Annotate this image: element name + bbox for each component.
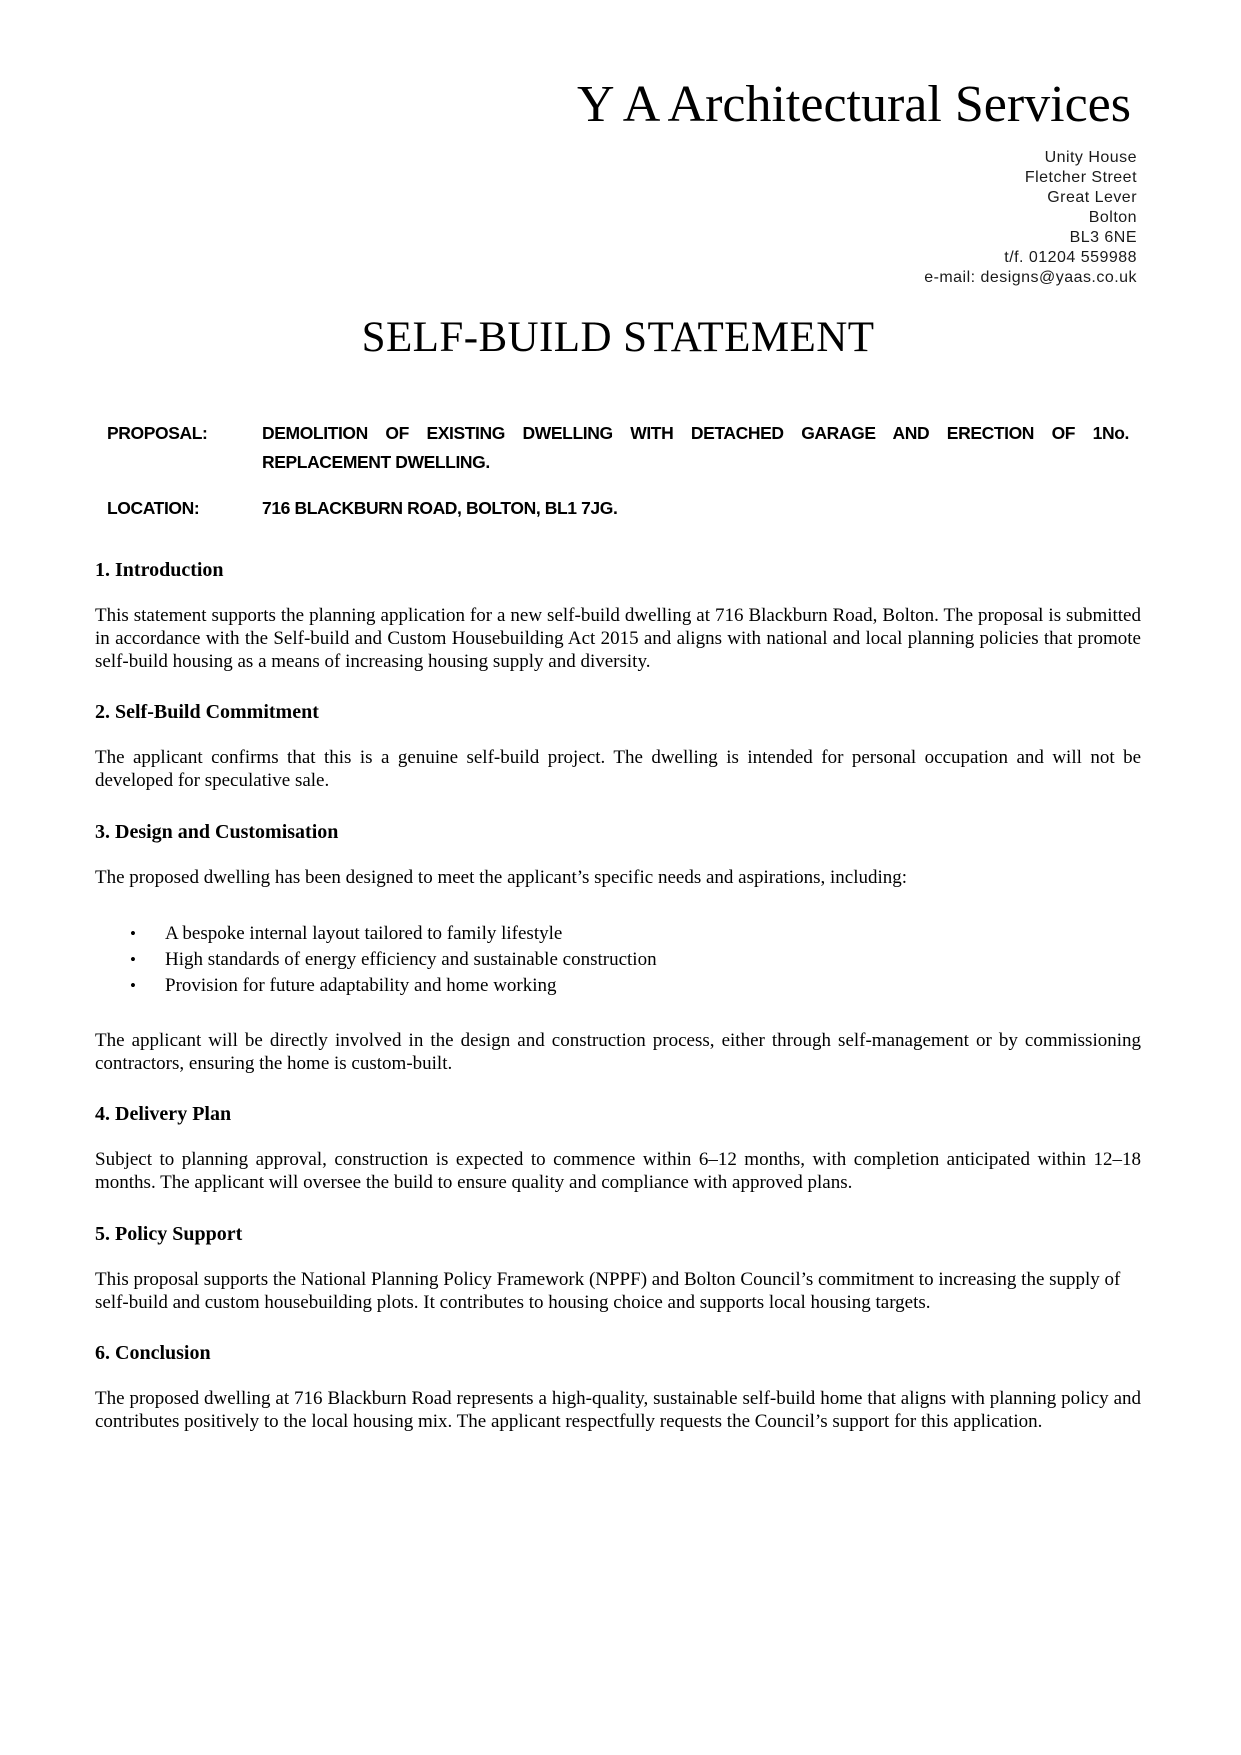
section-delivery-plan <box>95 1103 1141 1194</box>
section-heading: 2. Self-Build Commitment <box>95 701 319 724</box>
address-line: BL3 6NE <box>1069 229 1137 247</box>
proposal-location-summary <box>95 419 1141 523</box>
location-label: LOCATION: <box>107 497 200 518</box>
proposal-label: PROPOSAL: <box>107 422 208 443</box>
section-policy-support <box>95 1223 1141 1314</box>
bullet-icon: • <box>130 923 136 943</box>
section-heading: 4. Delivery Plan <box>95 1103 232 1126</box>
section-heading: 3. Design and Customisation <box>95 820 339 843</box>
section-paragraph: This proposal supports the National Planning Policy Framework (NPPF) and Bolton Council’s commitment to increasing the supply of self-build and custom housebuilding plots. It contributes to housing choice and supports local housing targets. <box>95 1268 1121 1313</box>
bullet-list <box>95 921 1141 999</box>
company-name: Y A Architectural Services <box>576 76 1131 133</box>
section-heading: 5. Policy Support <box>95 1222 243 1245</box>
section-paragraph: The proposed dwelling has been designed to meet the applicant’s specific needs and aspirations, including: <box>95 866 908 888</box>
section-paragraph: The proposed dwelling at 716 Blackburn Road represents a high-quality, sustainable self-build home that aligns with planning policy and contributes positively to the local housing mix. The applicant respectfully requests the Council’s support for this application. <box>95 1388 1141 1433</box>
proposal-text: DEMOLITION OF EXISTING DWELLING WITH DETACHED GARAGE AND ERECTION OF 1No. REPLACEMENT DWELLING. <box>262 422 1129 472</box>
address-line: Great Lever <box>1047 189 1137 207</box>
address-line: Bolton <box>1088 209 1137 227</box>
bullet-icon: • <box>130 949 136 969</box>
document-title: SELF-BUILD STATEMENT <box>361 314 875 362</box>
address-line: Unity House <box>1044 149 1137 167</box>
bullet-item <box>95 973 1141 999</box>
bullet-item <box>95 947 1141 973</box>
bullet-item-text: Provision for future adaptability and home working <box>165 974 557 996</box>
address-line-email: e-mail: designs@yaas.co.uk <box>924 269 1137 287</box>
section-paragraph: The applicant confirms that this is a genuine self-build project. The dwelling is intended for personal occupation and will not be developed for speculative sale. <box>95 747 1141 792</box>
section-heading: 1. Introduction <box>95 558 224 581</box>
section-paragraph: The applicant will be directly involved in the design and construction process, either through self-management or by commissioning contractors, ensuring the home is custom-built. <box>95 1029 1141 1075</box>
letterhead-address-block <box>95 148 1141 288</box>
bullet-icon: • <box>130 975 136 995</box>
section-paragraph: Subject to planning approval, construction is expected to commence within 6–12 months, with completion anticipated within 12–18 months. The applicant will oversee the build to ensure quality and compliance with approved plans. <box>95 1149 1141 1194</box>
section-introduction <box>95 559 1141 674</box>
location-text: 716 BLACKBURN ROAD, BOLTON, BL1 7JG. <box>262 497 618 518</box>
section-heading: 6. Conclusion <box>95 1342 211 1365</box>
page-content <box>95 0 1141 1461</box>
address-line: Fletcher Street <box>1024 169 1137 187</box>
document-body <box>95 559 1141 1434</box>
address-line-phone: t/f. 01204 559988 <box>1004 249 1137 267</box>
location-row <box>95 494 1141 523</box>
section-conclusion <box>95 1342 1141 1433</box>
section-paragraph: This statement supports the planning application for a new self-build dwelling at 716 Blackburn Road, Bolton. The proposal is submitted in accordance with the Self-build and Custom Housebuilding Act 2015 and aligns with national and local planning policies that promote self-build housing as a means of increasing housing supply and diversity. <box>95 604 1141 673</box>
section-design-and-customisation <box>95 821 1141 1076</box>
bullet-item-text: A bespoke internal layout tailored to family lifestyle <box>165 922 563 944</box>
section-self-build-commitment <box>95 701 1141 792</box>
bullet-item-text: High standards of energy efficiency and sustainable construction <box>165 948 657 970</box>
proposal-row <box>95 419 1141 477</box>
bullet-item <box>95 921 1141 947</box>
